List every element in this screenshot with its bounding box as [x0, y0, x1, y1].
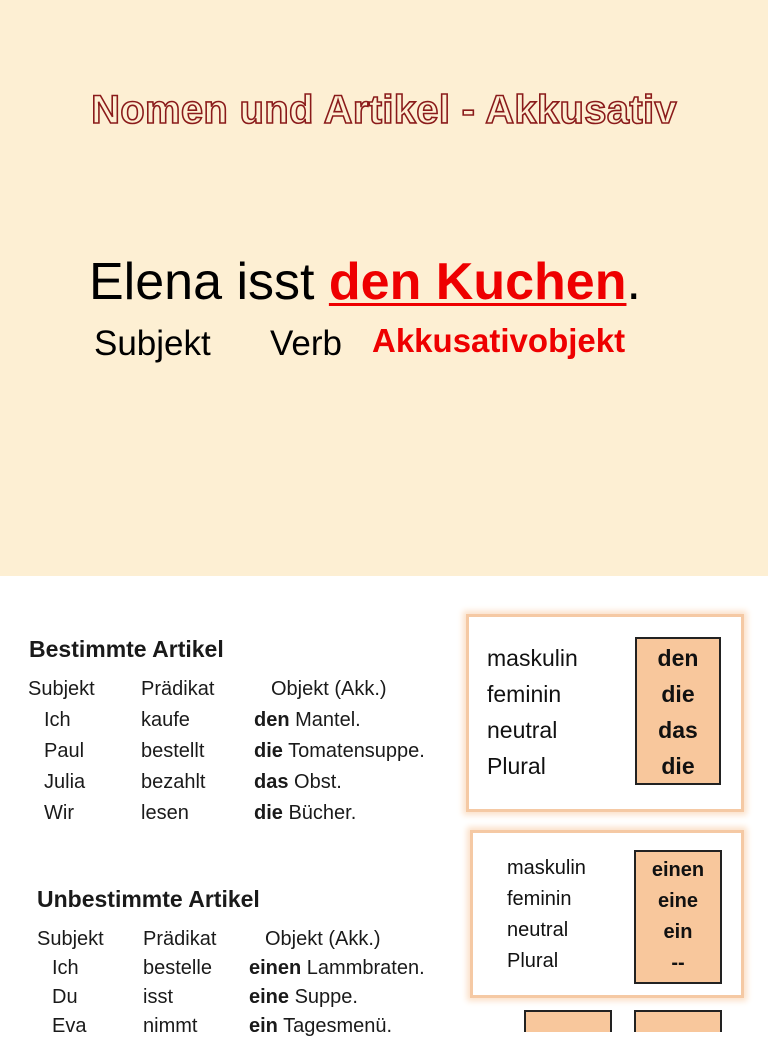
- row-object: [254, 740, 425, 763]
- definite-article-column: [635, 637, 721, 785]
- row-verb: bestellt: [141, 740, 205, 762]
- article-eine: eine: [657, 890, 699, 912]
- row-verb: isst: [143, 986, 173, 1008]
- example-sentence: [89, 252, 641, 312]
- gender-label: neutral: [487, 717, 558, 743]
- gender-label: feminin: [507, 888, 572, 910]
- row-noun: Suppe.: [289, 986, 358, 1008]
- row-object: [254, 802, 356, 825]
- row-article: ein: [249, 1015, 278, 1037]
- col-header-subject: Subjekt: [28, 678, 95, 700]
- sentence-period: .: [626, 253, 641, 311]
- row-noun: Obst.: [288, 771, 342, 793]
- row-verb: bezahlt: [141, 771, 206, 793]
- col-header-object: Objekt (Akk.): [265, 928, 381, 950]
- cut-off-article-box: [524, 1010, 612, 1032]
- col-header-predicate: Prädikat: [141, 678, 215, 700]
- article-einen: einen: [651, 859, 705, 881]
- row-noun: Tomatensuppe.: [282, 740, 425, 762]
- col-header-subject: Subjekt: [37, 928, 104, 950]
- slide-article-tables: [0, 576, 768, 1037]
- heading-unbestimmte: Unbestimmte Artikel: [37, 886, 260, 912]
- row-article: eine: [249, 986, 290, 1008]
- indefinite-article-column: [634, 850, 722, 984]
- row-subject: Du: [52, 986, 78, 1008]
- row-object: [254, 771, 342, 794]
- row-subject: Julia: [44, 771, 86, 793]
- article-none: --: [671, 952, 685, 974]
- label-akkusativobjekt: Akkusativobjekt: [372, 322, 626, 359]
- row-subject: Ich: [44, 709, 71, 731]
- gender-label: Plural: [507, 950, 559, 972]
- gender-label: feminin: [487, 681, 562, 707]
- row-noun: Mantel.: [289, 709, 361, 731]
- row-object: [249, 957, 425, 980]
- row-verb: kaufe: [141, 709, 190, 731]
- slide-title: Nomen und Artikel - Akkusativ: [91, 88, 677, 132]
- heading-bestimmte: Bestimmte Artikel: [29, 636, 224, 662]
- row-object: [249, 1015, 392, 1038]
- row-article: die: [254, 802, 283, 824]
- gender-label: maskulin: [487, 645, 578, 671]
- article-den: den: [657, 645, 699, 671]
- row-article: den: [254, 709, 290, 731]
- row-verb: nimmt: [143, 1015, 198, 1037]
- article-die-plural: die: [661, 753, 695, 779]
- gender-label: Plural: [487, 753, 546, 779]
- sentence-object: den Kuchen: [328, 253, 627, 311]
- definite-article-box: [466, 614, 744, 812]
- row-subject: Eva: [52, 1015, 87, 1037]
- gender-label: neutral: [507, 919, 569, 941]
- row-object: [249, 986, 358, 1009]
- indefinite-article-box: [470, 830, 744, 998]
- row-article: das: [254, 771, 289, 793]
- row-verb: bestelle: [143, 957, 212, 979]
- row-subject: Paul: [44, 740, 85, 762]
- article-die: die: [661, 681, 695, 707]
- article-das: das: [658, 717, 698, 743]
- cut-off-article-box: [634, 1010, 722, 1032]
- row-noun: Lammbraten.: [301, 957, 425, 979]
- label-subject: Subjekt: [94, 324, 211, 363]
- gender-label: maskulin: [507, 857, 586, 879]
- row-object: [254, 709, 361, 732]
- label-verb: Verb: [270, 324, 342, 363]
- row-noun: Bücher.: [282, 802, 357, 824]
- row-subject: Ich: [52, 957, 79, 979]
- row-noun: Tagesmenü.: [277, 1015, 393, 1037]
- article-ein: ein: [663, 921, 693, 943]
- row-subject: Wir: [44, 802, 74, 824]
- col-header-predicate: Prädikat: [143, 928, 217, 950]
- row-article: einen: [249, 957, 302, 979]
- sentence-subject-verb: Elena isst: [89, 253, 329, 311]
- row-article: die: [254, 740, 283, 762]
- row-verb: lesen: [141, 802, 189, 824]
- col-header-object: Objekt (Akk.): [271, 678, 387, 700]
